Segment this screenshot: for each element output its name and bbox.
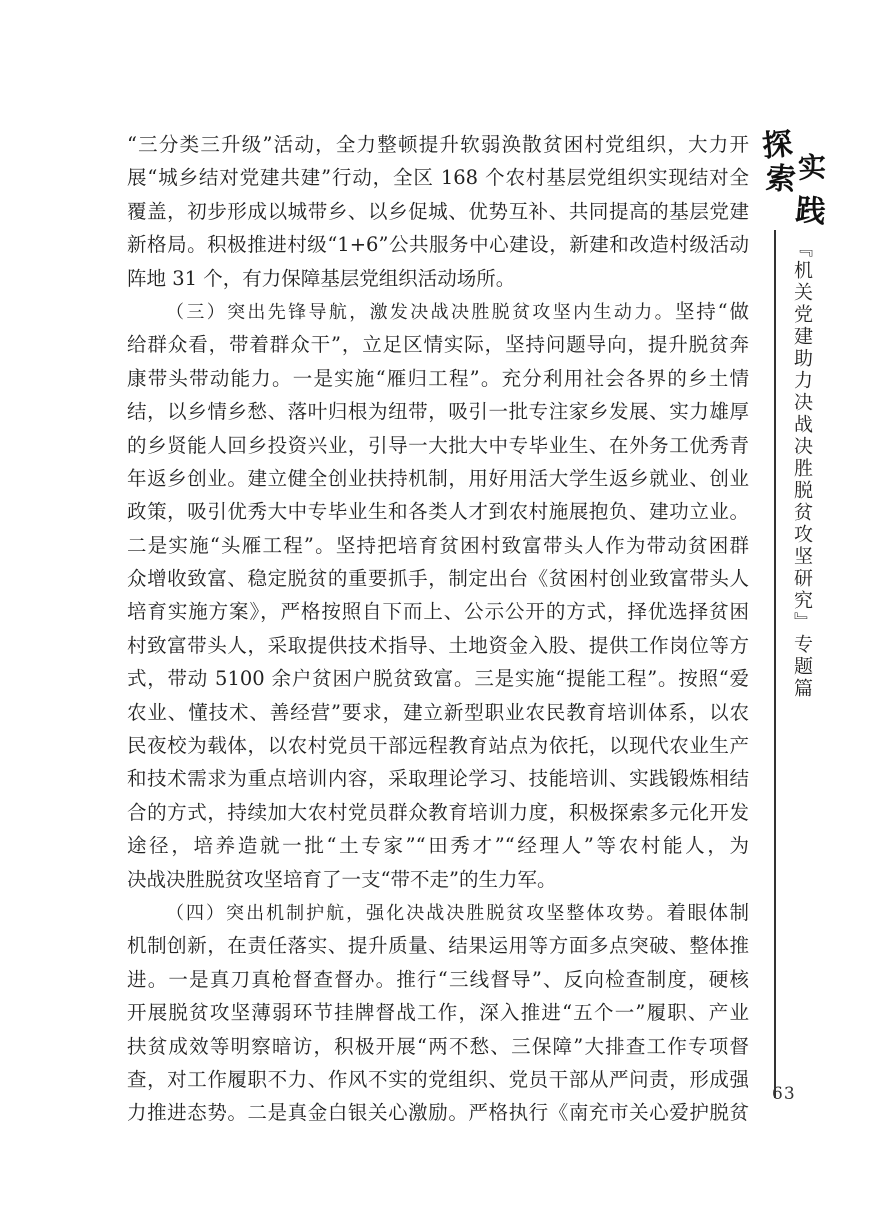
paragraph-first-line [127,896,749,929]
paragraph-first-line [127,295,749,328]
text-line: 结，以乡情乡愁、落叶归根为纽带，吸引一批专注家乡发展、实力雄厚 [127,400,749,424]
text-line: 合的方式，持续加大农村党员群众教育培训力度，积极探索多元化开发 [127,800,749,824]
text-line: 政策，吸引优秀大中专毕业生和各类人才到农村施展抱负、建功立业。 [127,500,749,524]
text-line: 新格局。积极推进村级“1+6”公共服务中心建设，新建和改造村级活动 [127,233,749,257]
paragraph-2 [127,295,749,896]
text-line: 民夜校为载体，以农村党员干部远程教育站点为依托，以现代农业生产 [127,734,749,758]
text-line: 村致富带头人，采取提供技术指导、土地资金入股、提供工作岗位等方 [127,633,749,657]
text-line: 众增收致富、稳定脱贫的重要抓手，制定出台《贫困村创业致富带头人 [127,567,749,591]
text-line: 的乡贤能人回乡投资兴业，引导一大批大中专毕业生、在外务工优秀青 [127,433,749,457]
text-line: 进。一是真刀真枪督查督办。推行“三线督导”、反向检查制度，硬核 [127,967,749,991]
text-line: 途径，培养造就一批“土专家”“田秀才”“经理人”等农村能人，为 [127,834,749,858]
vertical-divider [774,230,776,1098]
brand-char: 践 [794,192,828,231]
text-line: 和技术需求为重点培训内容，采取理论学习、技能培训、实践锻炼相结 [127,767,749,791]
section-heading: （四）突出机制护航，强化决战决胜脱贫攻坚整体攻势。 [166,902,667,924]
text-line: 展“城乡结对党建共建”行动，全区 168 个农村基层党组织实现结对全 [127,166,749,190]
text-line: 农业、懂技术、善经营”要求，建立新型职业农民教育培训体系，以农 [127,700,749,724]
text-line: 开展脱贫攻坚薄弱环节挂牌督战工作，深入推进“五个一”履职、产业 [127,1001,749,1025]
page-number: 63 [772,1084,796,1104]
text-line: 机制创新，在责任落实、提升质量、结果运用等方面多点突破、整体推 [127,934,749,958]
paragraph-1 [127,128,749,295]
brand-char: 索 [764,160,797,198]
text-line: 培育实施方案》，严格按照自下而上、公示公开的方式，择优选择贫困 [127,600,749,624]
heading-continuation: 着眼体制 [666,900,749,924]
paragraph-3 [127,896,749,1130]
brand-char: 探 [760,126,795,165]
vertical-section-title: 『机关党建助力决战决胜脱贫攻坚研究』专题篇 [791,238,813,700]
text-line: 二是实施“头雁工程”。坚持把培育贫困村致富带头人作为带动贫困群 [127,533,749,557]
body-text [127,128,749,1130]
brand-char: 实 [797,150,827,185]
text-line: 年返乡创业。建立健全创业扶持机制，用好用活大学生返乡就业、创业 [127,466,749,490]
text-line: “三分类三升级”活动，全力整顿提升软弱涣散贫困村党组织，大力开 [127,133,749,156]
text-line: 阵地 31 个，有力保障基层党组织活动场所。 [127,266,516,290]
text-line: 扶贫成效等明察暗访，积极开展“两不愁、三保障”大排查工作专项督 [127,1034,749,1058]
text-line: 康带头带动能力。一是实施“雁归工程”。充分利用社会各界的乡土情 [127,366,749,390]
text-line: 决战决胜脱贫攻坚培育了一支“带不走”的生力军。 [127,867,557,891]
text-line: 力推进态势。二是真金白银关心激励。严格执行《南充市关心爱护脱贫 [127,1101,749,1125]
brand-logo [760,120,830,230]
text-line: 查，对工作履职不力、作风不实的党组织、党员干部从严问责，形成强 [127,1067,749,1091]
heading-continuation: 坚持“做 [674,299,749,323]
section-heading: （三）突出先锋导航，激发决战决胜脱贫攻坚内生动力。 [166,301,675,323]
text-line: 给群众看，带着群众干”，立足区情实际，坚持问题导向，提升脱贫奔 [127,333,749,357]
text-line: 覆盖，初步形成以城带乡、以乡促城、优势互补、共同提高的基层党建 [127,199,749,223]
chapter-sidebar [750,120,860,1100]
text-line: 式，带动 5100 余户贫困户脱贫致富。三是实施“提能工程”。按照“爱 [127,667,749,691]
